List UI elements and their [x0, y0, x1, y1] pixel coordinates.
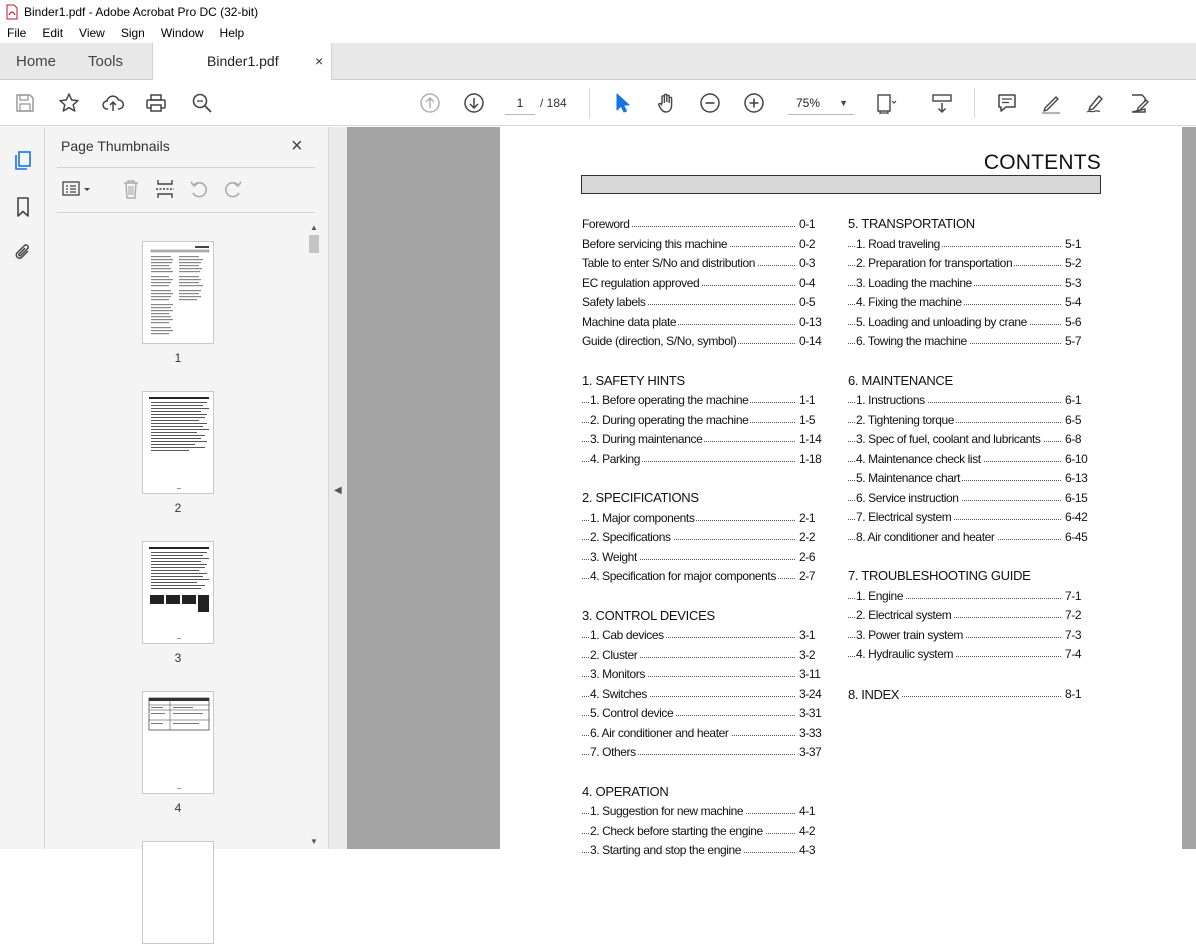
collapse-left-icon[interactable]: ◀ [334, 485, 342, 496]
toc-entry-label: 6. Air conditioner and heater [590, 725, 729, 740]
page-thumbnail-4[interactable] [142, 691, 214, 794]
toc-entry-page: 6-42 [1061, 510, 1091, 524]
select-cursor-icon[interactable] [610, 91, 634, 115]
toolbar-separator [589, 88, 590, 118]
toc-entry-page: 0-1 [795, 217, 825, 231]
zoom-level-dropdown[interactable] [788, 91, 854, 115]
toc-entry-page: 0-2 [795, 237, 825, 251]
toc-entry-page: 0-4 [795, 276, 825, 290]
toc-entry-page: 6-10 [1061, 452, 1091, 466]
toc-entry-label: 1. Instructions [856, 393, 925, 407]
zoom-level-value: 75% [796, 96, 821, 110]
toc-entry[interactable] [582, 530, 825, 546]
thumbnails-panel-title: Page Thumbnails [61, 138, 170, 154]
toc-entry-page: 0-3 [795, 256, 825, 270]
toc-entry[interactable] [582, 706, 825, 722]
delete-page-icon[interactable] [119, 177, 143, 201]
toc-entry-page: 5-3 [1061, 276, 1091, 290]
toc-entry-label: 1. Suggestion for new machine [590, 804, 744, 818]
toc-entry[interactable] [582, 256, 825, 272]
toc-section-heading: 2. SPECIFICATIONS [582, 490, 699, 505]
toc-entry-page: 6-5 [1061, 413, 1091, 427]
attachment-icon[interactable] [11, 240, 35, 264]
toc-section-heading: 4. OPERATION [582, 783, 669, 799]
toc-entry-label: Guide (direction, S/No, symbol) [582, 334, 737, 348]
rotate-clockwise-icon[interactable] [221, 177, 245, 201]
page-fit-icon[interactable] [874, 91, 898, 115]
toc-entry[interactable] [582, 687, 825, 703]
toc-entry-label: EC regulation approved [582, 275, 700, 290]
toc-entry-page: 2-2 [795, 530, 825, 544]
toc-entry-page: 4-2 [795, 824, 825, 838]
toc-entry-page: 1-1 [795, 393, 825, 407]
toc-entry-page: 3-11 [795, 667, 825, 681]
menu-view[interactable]: View [79, 26, 105, 40]
toc-entry-label: 7. Others [590, 745, 636, 759]
main-toolbar [0, 80, 1196, 126]
toc-entry-page: 2-6 [795, 550, 825, 564]
toc-entry-page: 6-13 [1061, 471, 1091, 485]
tab-document[interactable] [152, 43, 332, 81]
menu-window[interactable]: Window [160, 26, 204, 40]
edit-pdf-icon[interactable] [1127, 91, 1151, 115]
toc-entry[interactable] [848, 276, 1091, 292]
thumbnail-page-number: 3 [174, 651, 182, 665]
page-number-input[interactable]: 1 [505, 91, 535, 115]
toc-entry[interactable] [848, 315, 1091, 331]
scroll-down-icon[interactable]: ▼ [310, 837, 318, 846]
toc-entry-page: 7-4 [1061, 647, 1091, 661]
toc-entry-page: 2-7 [795, 569, 825, 583]
window-title: Binder1.pdf - Adobe Acrobat Pro DC (32-bit) [24, 4, 259, 19]
toc-entry-label: 2. Check before starting the engine [590, 823, 763, 838]
toc-section-heading: 7. TROUBLESHOOTING GUIDE [848, 568, 1031, 583]
toc-entry-page: 8-1 [1061, 687, 1091, 701]
toc-entry[interactable] [848, 647, 1091, 663]
scrolling-mode-icon[interactable] [930, 91, 954, 115]
toc-entry-page: 0-14 [795, 334, 825, 348]
next-page-icon[interactable] [462, 91, 486, 115]
toc-entry-page: 7-1 [1061, 589, 1091, 603]
toc-entry-label: Machine data plate [582, 314, 677, 329]
panel-collapse-strip[interactable] [328, 127, 347, 849]
save-icon[interactable] [13, 91, 37, 115]
toc-entry-label: 3. Weight [590, 549, 637, 564]
toc-entry-label: 3. Loading the machine [856, 275, 972, 290]
toc-section-heading: 5. TRANSPORTATION [848, 216, 975, 231]
toc-entry[interactable] [582, 726, 825, 742]
toc-entry-page: 7-3 [1061, 628, 1091, 642]
toc-entry-page: 3-2 [795, 648, 825, 662]
toc-entry-page: 2-1 [795, 511, 825, 525]
toc-entry-page: 5-1 [1061, 237, 1091, 251]
toc-entry-label: 3. During maintenance [590, 432, 703, 446]
toc-entry-page: 1-18 [795, 452, 825, 466]
page-thumbnail-5[interactable] [142, 841, 214, 944]
toc-entry-label: 5. Loading and unloading by crane [856, 314, 1027, 329]
toc-entry-label: 2. Electrical system [856, 608, 952, 622]
toc-entry[interactable] [582, 824, 825, 840]
toc-entry-page: 3-31 [795, 706, 825, 720]
toc-entry-label: 8. Air conditioner and heater [856, 529, 995, 544]
bookmark-icon[interactable] [11, 195, 35, 219]
toc-entry-page: 3-24 [795, 687, 825, 701]
toc-section-heading: 6. MAINTENANCE [848, 372, 953, 388]
thumbnail-list [57, 221, 307, 849]
toc-entry-label: 1. Cab devices [590, 628, 664, 642]
sign-pen-icon[interactable] [1083, 91, 1107, 115]
toc-entry-label: 3. Power train system [856, 627, 963, 642]
toc-section-heading: 1. SAFETY HINTS [582, 372, 685, 388]
print-icon[interactable] [144, 91, 168, 115]
toc-entry-label: 4. Specification for major components [590, 569, 776, 583]
toc-entry-page: 5-7 [1061, 334, 1091, 348]
scrollbar-thumb[interactable] [309, 235, 319, 253]
toc-entry[interactable] [848, 589, 1091, 605]
toc-entry-label: 1. Engine [856, 588, 904, 603]
toc-entry-label: 4. Parking [590, 451, 641, 466]
toc-entry[interactable] [848, 491, 1091, 507]
toc-entry[interactable] [848, 334, 1091, 350]
toc-entry-page: 4-1 [795, 804, 825, 818]
toc-entry-label: 7. Electrical system [856, 510, 952, 524]
toc-entry-label: Table to enter S/No and distribution [582, 256, 756, 270]
toc-entry-label: 1. Major components [590, 510, 695, 525]
toolbar-separator [974, 88, 975, 118]
toc-entry[interactable] [582, 667, 825, 683]
toc-entry-label: 6. Service instruction [856, 490, 959, 505]
toc-entry-page: 5-2 [1061, 256, 1091, 270]
toc-entry-label: 4. Hydraulic system [856, 647, 954, 661]
toc-entry-label: 2. During operating the machine [590, 412, 749, 427]
toc-entry[interactable] [848, 608, 1091, 624]
toc-entry-page: 7-2 [1061, 608, 1091, 622]
menu-bar [0, 23, 1196, 43]
toc-entry[interactable] [582, 315, 825, 331]
hand-tool-icon[interactable] [654, 91, 678, 115]
toc-entry-label: 4. Maintenance check list [856, 451, 981, 466]
toc-entry-label: 2. Specifications [590, 530, 671, 544]
contents-heading: CONTENTS [983, 151, 1101, 174]
tab-home[interactable]: Home [16, 53, 57, 70]
toc-entry-label: 1. Before operating the machine [590, 393, 749, 407]
toc-entry[interactable] [848, 452, 1091, 468]
page-thumbnail-2[interactable] [142, 391, 214, 494]
toc-entry-page: 5-6 [1061, 315, 1091, 329]
toc-entry-label: 2. Cluster [590, 647, 638, 662]
toc-entry[interactable] [848, 432, 1091, 448]
document-view[interactable] [347, 127, 1196, 857]
toc-entry-page: 3-37 [795, 745, 825, 759]
toc-entry-page: 3-1 [795, 628, 825, 642]
panel-divider [57, 167, 315, 168]
toc-entry[interactable] [582, 804, 825, 820]
toc-entry-label: 2. Tightening torque [856, 412, 955, 427]
close-tab-icon[interactable]: × [315, 53, 324, 69]
previous-page-icon[interactable] [418, 91, 442, 115]
toc-entry-page: 4-3 [795, 843, 825, 857]
toc-entry[interactable] [582, 550, 825, 566]
toc-entry-label: 4. Fixing the machine [856, 295, 962, 309]
toc-entry[interactable] [582, 569, 825, 585]
find-zoom-icon[interactable] [190, 91, 214, 115]
toc-entry[interactable] [848, 256, 1091, 272]
toc-entry-label: 8. INDEX [848, 686, 899, 702]
toc-entry[interactable] [582, 295, 825, 311]
toc-entry[interactable] [848, 471, 1091, 487]
toc-entry-label: Before servicing this machine [582, 236, 728, 251]
thumbnail-options-icon[interactable] [59, 177, 99, 201]
heading-bar [581, 175, 1101, 194]
toc-entry[interactable] [582, 432, 825, 448]
page-thumbnail-1[interactable] [142, 241, 214, 344]
toc-entry-page: 5-4 [1061, 295, 1091, 309]
highlight-pen-icon[interactable] [1039, 91, 1063, 115]
toc-entry[interactable] [582, 843, 825, 859]
toc-entry-label: 1. Road traveling [856, 236, 940, 251]
toc-entry-page: 0-13 [795, 315, 825, 329]
toc-entry-page: 1-5 [795, 413, 825, 427]
toc-entry-label: 2. Preparation for transportation [856, 256, 1013, 270]
toc-entry-label: Foreword [582, 217, 630, 231]
star-icon[interactable] [57, 91, 81, 115]
thumbnail-page-number: 2 [174, 501, 182, 515]
toc-entry-page: 6-45 [1061, 530, 1091, 544]
toc-entry[interactable] [582, 276, 825, 292]
chevron-down-icon: ▼ [839, 98, 848, 108]
toc-entry-label: 3. Spec of fuel, coolant and lubricants [856, 432, 1041, 446]
toc-entry-page: 1-14 [795, 432, 825, 446]
page-thumbnails-icon[interactable] [11, 148, 35, 172]
toc-entry[interactable] [848, 628, 1091, 644]
toc-entry[interactable] [848, 237, 1091, 253]
toc-entry[interactable] [848, 510, 1091, 526]
comment-icon[interactable] [995, 91, 1019, 115]
thumbnail-page-number: 1 [174, 351, 182, 365]
pdf-page [500, 127, 1182, 887]
toc-entry-page: 6-1 [1061, 393, 1091, 407]
tab-document-label: Binder1.pdf [207, 53, 279, 69]
toc-entry-label: 4. Switches [590, 686, 647, 701]
scroll-up-icon[interactable]: ▲ [310, 223, 318, 232]
toc-entry[interactable] [582, 237, 825, 253]
menu-sign[interactable]: Sign [120, 26, 145, 40]
document-scrollbar[interactable] [1182, 127, 1196, 849]
toc-entry[interactable] [848, 393, 1091, 409]
extract-page-icon[interactable] [153, 177, 177, 201]
toc-entry-label: 5. Maintenance chart [856, 471, 961, 485]
toc-entry[interactable] [582, 452, 825, 468]
tab-tools[interactable]: Tools [88, 53, 124, 70]
pdf-icon [6, 5, 18, 19]
toc-entry[interactable] [582, 648, 825, 664]
toc-entry[interactable] [848, 295, 1091, 311]
toc-entry-page: 6-15 [1061, 491, 1091, 505]
toc-entry[interactable] [582, 393, 825, 409]
toc-section-heading: 3. CONTROL DEVICES [582, 607, 715, 623]
zoom-in-icon[interactable] [742, 91, 766, 115]
thumbnails-panel [45, 127, 328, 849]
navigation-rail [0, 127, 45, 849]
toc-section-entry[interactable] [848, 687, 1091, 703]
thumbnail-page-number: 4 [174, 801, 182, 815]
upload-cloud-icon[interactable] [101, 91, 125, 115]
toc-entry-page: 0-5 [795, 295, 825, 309]
toc-entry[interactable] [582, 745, 825, 761]
toc-entry[interactable] [582, 511, 825, 527]
toc-entry-label: Safety labels [582, 295, 646, 309]
menu-file[interactable]: File [7, 26, 27, 40]
toc-entry-page: 6-8 [1061, 432, 1091, 446]
menu-edit[interactable]: Edit [42, 26, 64, 40]
toc-entry[interactable] [582, 628, 825, 644]
toc-entry-label: 5. Control device [590, 706, 674, 720]
toc-entry-label: 3. Starting and stop the engine [590, 843, 742, 857]
toc-entry-label: 6. Towing the machine [856, 334, 967, 348]
page-total-label: / 184 [540, 96, 567, 110]
tab-bar [0, 43, 1196, 80]
toc-entry-label: 3. Monitors [590, 667, 645, 681]
toc-entry[interactable] [848, 413, 1091, 429]
menu-help[interactable]: Help [219, 26, 245, 40]
thumbnail-scrollbar[interactable] [308, 221, 320, 849]
toc-entry[interactable] [848, 530, 1091, 546]
page-thumbnail-3[interactable] [142, 541, 214, 644]
toc-entry[interactable] [582, 217, 825, 233]
toc-entry-page: 3-33 [795, 726, 825, 740]
close-panel-icon[interactable]: × [291, 135, 303, 157]
toc-entry[interactable] [582, 334, 825, 350]
title-bar [0, 0, 1196, 23]
panel-divider [57, 212, 315, 213]
rotate-counterclockwise-icon[interactable] [187, 177, 211, 201]
toc-entry[interactable] [582, 413, 825, 429]
zoom-out-icon[interactable] [698, 91, 722, 115]
